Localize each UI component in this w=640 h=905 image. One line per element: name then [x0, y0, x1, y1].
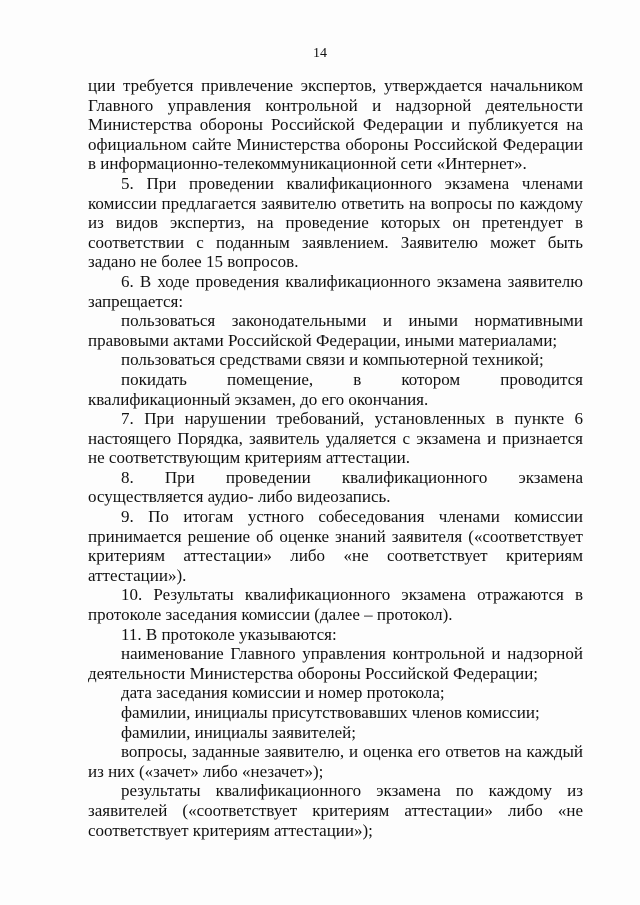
prohibition-communication: пользоваться средствами связи и компьютерной техникой; — [121, 350, 544, 370]
protocol-field-questions: вопросы, заданные заявителю, и оценка его ответов на каждый из них («зачет» либо «незачет»); — [88, 742, 583, 781]
document-body — [88, 76, 583, 840]
paragraph-item-8: 8. При проведении квалификационного экзамена осуществляется аудио- либо видеозапись. — [88, 467, 583, 507]
paragraph-item-5: 5. При проведении квалификационного экзамена членами комиссии предлагается заявителю ответить на вопросы по каждому из видов экспертиз, на проведение которых он претендует в соответствии с поданным заявлением. Заявителю может быть задано не более 15 вопросов. — [88, 173, 583, 272]
paragraph-item-6: 6. В ходе проведения квалификационного экзамена заявителю запрещается: — [88, 271, 583, 311]
protocol-field-applicants: фамилии, инициалы заявителей; — [121, 722, 356, 742]
prohibition-leaving: покидать помещение, в котором проводится квалификационный экзамен, до его окончания. — [88, 369, 583, 409]
protocol-field-date: дата заседания комиссии и номер протокола; — [121, 683, 445, 703]
paragraph-item-9: 9. По итогам устного собеседования членами комиссии принимается решение об оценке знаний заявителя («соответствует критериям аттестации» либо «не соответствует критериям аттестации»). — [88, 507, 583, 585]
paragraph-item-10: 10. Результаты квалификационного экзамена отражаются в протоколе заседания комиссии (далее – протокол). — [88, 585, 583, 625]
paragraph-continuation: ции требуется привлечение экспертов, утверждается начальником Главного управления контрольной и надзорной деятельности Министерства обороны Российской Федерации и публикуется на официальном сайте Министерства обороны Российской Федерации в информационно-телекоммуникационной сети «Интернет». — [88, 76, 583, 174]
prohibition-legal-acts: пользоваться законодательными и иными нормативными правовыми актами Российской Федерации, иными материалами; — [88, 311, 583, 350]
paragraph-item-7: 7. При нарушении требований, установленных в пункте 6 настоящего Порядка, заявитель удаляется с экзамена и признается не соответствующим критериям аттестации. — [88, 409, 583, 468]
protocol-field-department: наименование Главного управления контрольной и надзорной деятельности Министерства обороны Российской Федерации; — [88, 644, 583, 683]
protocol-field-members: фамилии, инициалы присутствовавших членов комиссии; — [121, 703, 540, 722]
protocol-field-results: результаты квалификационного экзамена по каждому из заявителей («соответствует критериям аттестации» либо «не соответствует критериям аттестации»); — [88, 781, 583, 840]
page-number: 14 — [313, 46, 327, 61]
paragraph-item-11: 11. В протоколе указываются: — [121, 624, 337, 644]
